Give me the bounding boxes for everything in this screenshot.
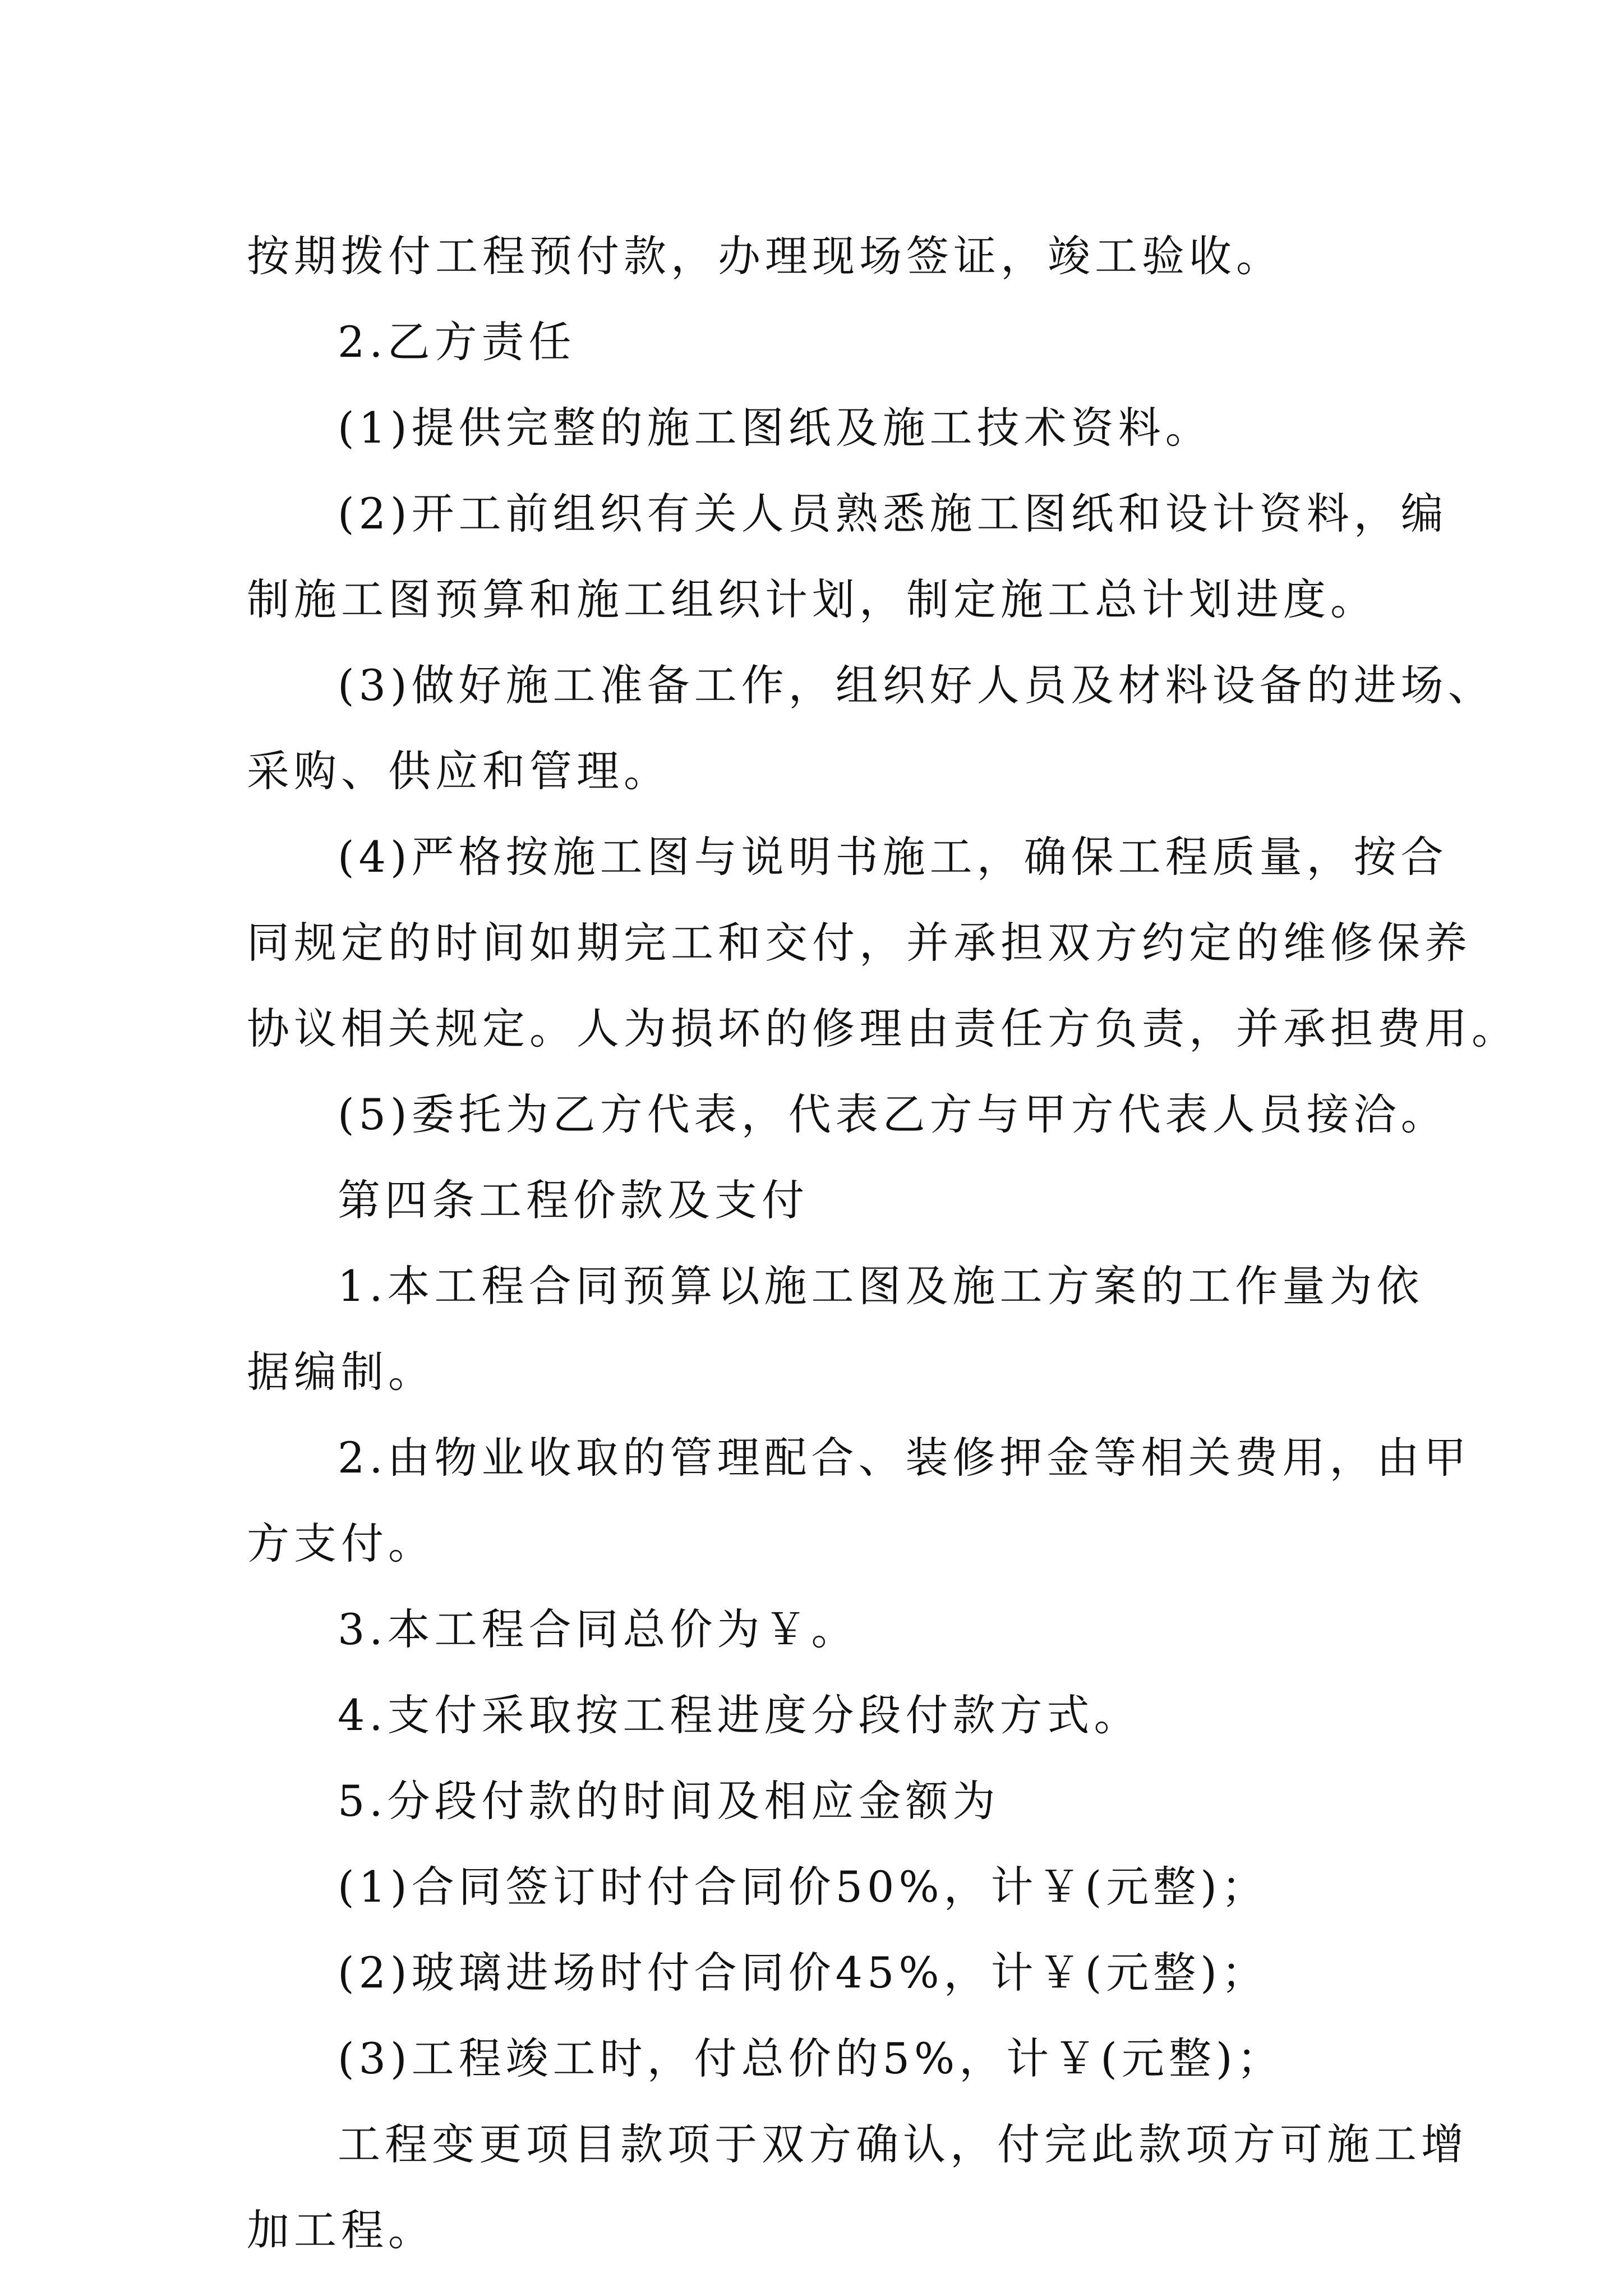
document-body — [247, 213, 1519, 2273]
text-line: 加工程。 — [247, 2205, 435, 2255]
text-line: (4)严格按施工图与说明书施工，确保工程质量，按合 — [338, 832, 1448, 882]
text-line: 2.由物业收取的管理配合、装修押金等相关费用，由甲 — [338, 1433, 1471, 1483]
text-line: (1)提供完整的施工图纸及施工技术资料。 — [338, 403, 1212, 453]
text-line: (2)开工前组织有关人员熟悉施工图纸和设计资料，编 — [338, 489, 1448, 539]
text-line: 据编制。 — [247, 1347, 435, 1397]
text-line: 同规定的时间如期完工和交付，并承担双方约定的维修保养 — [247, 918, 1472, 968]
text-line: (5)委托为乙方代表，代表乙方与甲方代表人员接洽。 — [338, 1089, 1448, 1139]
text-line: (3)工程竣工时，付总价的5%，计￥(元整)； — [338, 2033, 1284, 2083]
text-line: 制施工图预算和施工组织计划，制定施工总计划进度。 — [247, 574, 1377, 624]
text-line: 方支付。 — [247, 1519, 435, 1568]
text-line: (3)做好施工准备工作，组织好人员及材料设备的进场、 — [338, 660, 1495, 710]
text-line: 协议相关规定。人为损坏的修理由责任方负责，并承担费用。 — [247, 1004, 1519, 1053]
text-line: (2)玻璃进场时付合同价45%，计￥(元整)； — [338, 1948, 1269, 1998]
text-line: 工程变更项目款项于双方确认，付完此款项方可施工增 — [338, 2119, 1468, 2169]
text-line: 3.本工程合同总价为￥。 — [338, 1604, 859, 1654]
text-line: 5.分段付款的时间及相应金额为 — [338, 1776, 1000, 1826]
text-line: (1)合同签订时付合同价50%，计￥(元整)； — [338, 1862, 1269, 1912]
text-line: 1.本工程合同预算以施工图及施工方案的工作量为依 — [338, 1261, 1424, 1311]
text-line: 2.乙方责任 — [338, 317, 576, 367]
text-line: 4.支付采取按工程进度分段付款方式。 — [338, 1690, 1141, 1740]
text-line: 采购、供应和管理。 — [247, 746, 671, 796]
text-line: 按期拨付工程预付款，办理现场签证，竣工验收。 — [247, 231, 1283, 281]
section-heading: 第四条工程价款及支付 — [338, 1175, 809, 1225]
